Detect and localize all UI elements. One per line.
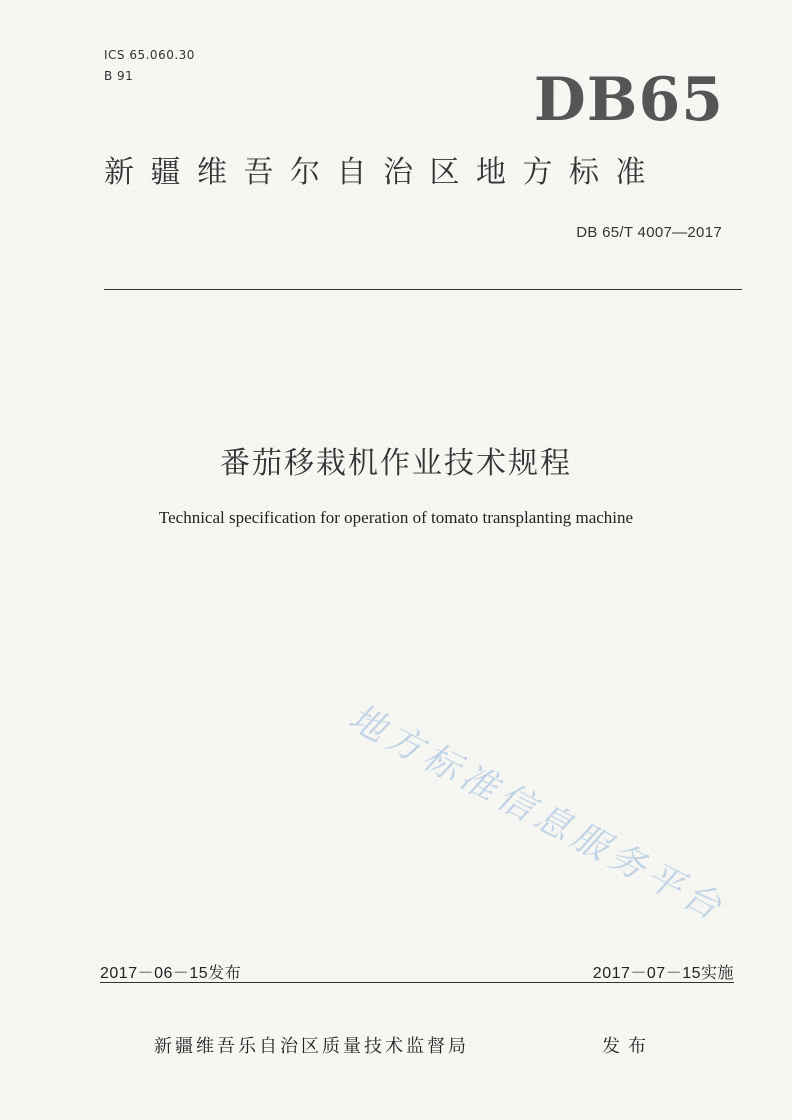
ics-code: ICS 65.060.30 — [104, 48, 195, 62]
db-mark-logo: DB65 — [533, 65, 724, 135]
issue-label: 发布 — [602, 1036, 654, 1057]
issuing-authority: 新疆维吾乐自治区质量技术监督局 — [154, 1036, 469, 1057]
title-chinese: 番茄移栽机作业技术规程 — [220, 446, 572, 481]
watermark-stamp: 地方标准信息服务平台 — [341, 697, 733, 931]
implementation-date: 2017－07－15实施 — [592, 965, 734, 982]
top-divider — [104, 289, 742, 290]
ccs-code: B 91 — [104, 69, 134, 83]
bottom-divider — [100, 982, 734, 983]
issue-date: 2017－06－15发布 — [100, 965, 242, 982]
standard-type-heading: 新疆维吾尔自治区地方标准 — [104, 155, 662, 190]
title-english: Technical specification for operation of tomato transplanting machine — [158, 508, 634, 527]
standard-number: DB 65/T 4007—2017 — [576, 224, 722, 241]
